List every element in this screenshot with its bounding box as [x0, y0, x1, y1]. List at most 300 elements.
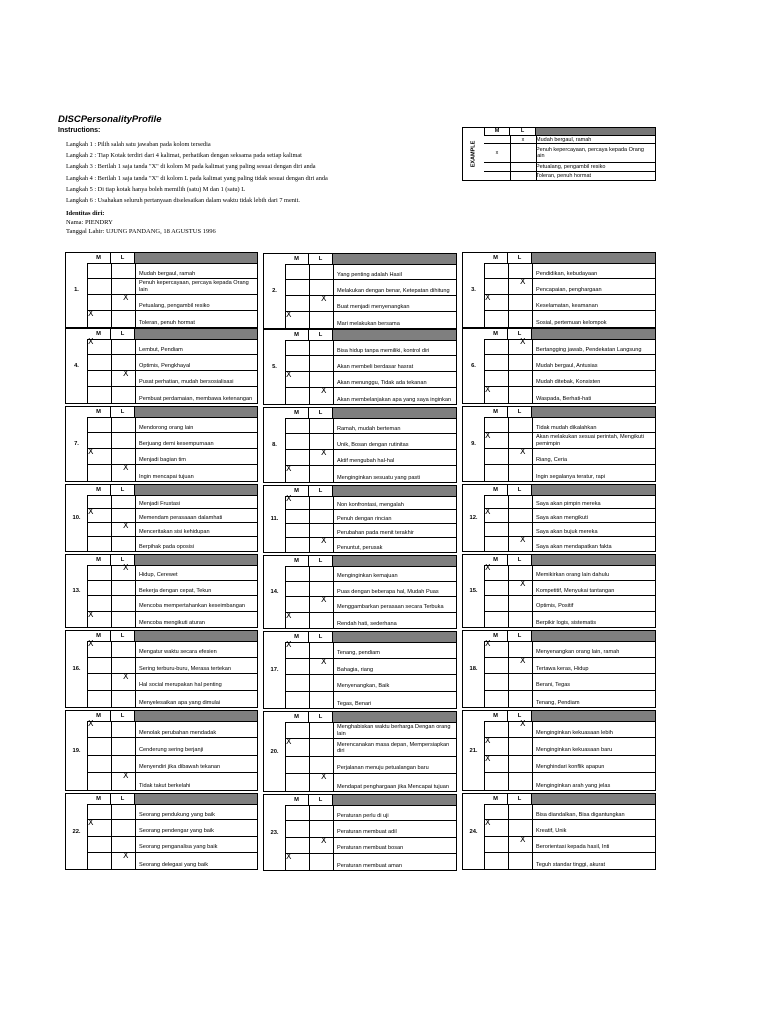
least-checkbox[interactable] [111, 641, 136, 657]
col-m-header: M [484, 329, 508, 339]
least-checkbox[interactable] [508, 596, 533, 611]
most-checkbox[interactable] [285, 356, 310, 371]
least-checkbox[interactable] [309, 356, 334, 371]
most-mark: X [286, 370, 292, 379]
most-checkbox[interactable] [87, 537, 112, 551]
least-checkbox[interactable] [508, 773, 533, 790]
col-m-header: M [484, 794, 508, 804]
most-checkbox[interactable] [87, 339, 112, 354]
least-checkbox[interactable] [508, 465, 533, 481]
answer-row [484, 433, 655, 449]
least-checkbox[interactable] [309, 835, 334, 853]
most-checkbox[interactable] [87, 596, 112, 611]
least-checkbox[interactable] [508, 295, 533, 310]
answer-row [484, 355, 655, 371]
most-checkbox[interactable] [87, 609, 112, 628]
answer-row [484, 674, 655, 691]
col-m-header: M [87, 794, 111, 804]
least-checkbox[interactable] [111, 355, 136, 370]
least-checkbox[interactable] [111, 417, 136, 432]
question-number: 22. [66, 794, 88, 869]
most-checkbox[interactable] [484, 820, 509, 835]
col-m-header: M [484, 711, 508, 721]
least-mark: X [123, 463, 129, 472]
least-checkbox[interactable] [508, 495, 533, 508]
least-checkbox[interactable] [111, 596, 136, 611]
question-number: 23. [264, 795, 286, 870]
most-checkbox[interactable] [87, 674, 112, 690]
least-checkbox[interactable] [508, 655, 533, 674]
most-checkbox[interactable] [285, 496, 310, 509]
most-checkbox[interactable] [87, 355, 112, 370]
most-checkbox[interactable] [285, 388, 310, 404]
most-mark: X [485, 736, 491, 746]
least-checkbox[interactable] [508, 756, 533, 772]
most-mark: X [286, 310, 292, 319]
col-l-header: L [508, 555, 532, 565]
example-m-cell[interactable] [484, 163, 511, 171]
least-checkbox[interactable] [508, 691, 533, 708]
answer-row [87, 449, 257, 465]
most-checkbox[interactable] [87, 756, 112, 772]
answer-text: Menyelesaikan apa yang dimulai [139, 699, 221, 706]
answer-row [87, 609, 257, 628]
most-checkbox[interactable] [87, 853, 112, 869]
most-checkbox[interactable] [285, 450, 310, 465]
col-l-header: L [309, 408, 333, 418]
answer-row [484, 537, 655, 551]
least-checkbox[interactable] [309, 418, 334, 433]
most-checkbox[interactable] [484, 523, 509, 536]
most-checkbox[interactable] [285, 340, 310, 355]
most-checkbox[interactable] [285, 582, 310, 597]
most-checkbox[interactable] [484, 339, 509, 354]
most-checkbox[interactable] [87, 773, 112, 790]
least-checkbox[interactable] [111, 804, 136, 819]
most-checkbox[interactable] [484, 581, 509, 596]
most-checkbox[interactable] [484, 417, 509, 432]
answer-row [484, 596, 655, 612]
least-checkbox[interactable] [508, 537, 533, 551]
answer-row [87, 433, 257, 449]
most-mark: X [286, 640, 292, 649]
most-checkbox[interactable] [484, 691, 509, 708]
least-checkbox[interactable] [309, 466, 334, 482]
example-label: EXAMPLE [470, 140, 477, 168]
least-checkbox[interactable] [309, 450, 334, 465]
least-checkbox[interactable] [111, 738, 136, 754]
most-checkbox[interactable] [484, 738, 509, 754]
least-checkbox[interactable] [508, 674, 533, 690]
most-checkbox[interactable] [87, 279, 112, 294]
answer-text: Buat menjadi menyenangkan [337, 303, 410, 310]
least-checkbox[interactable] [111, 387, 136, 403]
most-checkbox[interactable] [285, 739, 310, 755]
most-checkbox[interactable] [87, 449, 112, 464]
col-m-header: M [484, 555, 508, 565]
question-block [65, 630, 258, 708]
answer-row [484, 655, 655, 675]
least-checkbox[interactable] [309, 566, 334, 581]
question-block [263, 253, 457, 329]
most-checkbox[interactable] [87, 658, 112, 674]
least-checkbox[interactable] [309, 771, 334, 791]
least-checkbox[interactable] [309, 805, 334, 820]
most-checkbox[interactable] [484, 753, 509, 772]
most-checkbox[interactable] [285, 838, 310, 853]
most-checkbox[interactable] [484, 565, 509, 580]
most-checkbox[interactable] [484, 641, 509, 657]
least-checkbox[interactable] [309, 434, 334, 449]
least-checkbox[interactable] [111, 311, 136, 327]
answer-row [285, 566, 456, 582]
least-mark: X [123, 563, 129, 572]
col-l-header: L [111, 253, 135, 263]
most-checkbox[interactable] [87, 509, 112, 522]
answer-row [484, 721, 655, 738]
least-checkbox[interactable] [508, 612, 533, 628]
least-checkbox[interactable] [309, 656, 334, 675]
least-mark: X [520, 447, 526, 456]
least-checkbox[interactable] [111, 465, 136, 481]
answer-row [285, 642, 456, 659]
least-checkbox[interactable] [309, 280, 334, 295]
answer-row [87, 295, 257, 311]
least-checkbox[interactable] [309, 296, 334, 311]
example-row-text: Penuh kepercayaan, percaya kepada Orang lain [536, 147, 644, 159]
most-checkbox[interactable] [484, 263, 509, 278]
most-mark: X [286, 610, 292, 620]
least-checkbox[interactable] [309, 510, 334, 523]
answer-text: Berpihak pada oposisi [139, 543, 195, 550]
answer-row [87, 371, 257, 387]
most-mark: X [485, 385, 491, 394]
answer-text: Menghabiskan waktu berharga Dengan orang lain [337, 724, 451, 737]
most-checkbox[interactable] [484, 311, 509, 327]
most-checkbox[interactable] [484, 465, 509, 481]
question-number: 12. [463, 485, 485, 551]
least-checkbox[interactable] [309, 854, 334, 870]
col-m-header: M [87, 631, 111, 641]
most-checkbox[interactable] [285, 510, 310, 523]
example-m-cell[interactable]: x [484, 144, 511, 162]
most-checkbox[interactable] [285, 805, 310, 820]
most-checkbox[interactable] [484, 612, 509, 628]
question-block [263, 329, 457, 405]
answer-row [285, 388, 456, 404]
most-checkbox[interactable] [87, 641, 112, 657]
most-checkbox[interactable] [285, 296, 310, 311]
question-block [462, 554, 656, 628]
most-checkbox[interactable] [285, 774, 310, 791]
most-checkbox[interactable] [484, 433, 509, 448]
answer-text: Yang penting adalah Hasil [337, 271, 402, 278]
least-checkbox[interactable] [508, 311, 533, 327]
answer-text: Bekerja dengan cepat, Tekun [139, 587, 212, 594]
most-checkbox[interactable] [484, 773, 509, 790]
example-l-cell[interactable] [510, 144, 537, 162]
question-block [65, 793, 258, 870]
answer-row [87, 850, 257, 869]
example-row-text: Toleran, penuh hormat [536, 173, 592, 179]
answer-text: Ingin segalanya teratur, rapi [536, 473, 606, 480]
least-checkbox[interactable] [508, 578, 533, 596]
most-checkbox[interactable] [285, 597, 310, 612]
answer-text: Mudah bergaul, ramah [139, 270, 196, 277]
least-checkbox[interactable] [309, 692, 334, 709]
most-checkbox[interactable] [87, 581, 112, 596]
most-checkbox[interactable] [285, 851, 310, 870]
least-checkbox[interactable] [508, 433, 533, 448]
answer-row [87, 641, 257, 658]
answer-text: Menginginkan kekuasaan baru [536, 747, 613, 754]
most-checkbox[interactable] [484, 509, 509, 522]
least-checkbox[interactable] [309, 597, 334, 612]
most-checkbox[interactable] [285, 675, 310, 691]
most-checkbox[interactable] [87, 417, 112, 432]
least-checkbox[interactable] [508, 853, 533, 869]
most-checkbox[interactable] [87, 263, 112, 278]
answer-row [87, 339, 257, 355]
most-checkbox[interactable] [484, 674, 509, 690]
least-checkbox[interactable] [309, 642, 334, 658]
answer-row [484, 578, 655, 597]
least-checkbox[interactable] [309, 340, 334, 355]
least-checkbox[interactable] [111, 820, 136, 835]
col-m-header: M [87, 407, 111, 417]
answer-row [484, 371, 655, 387]
example-l-cell[interactable] [510, 172, 537, 180]
col-m-header: M [484, 485, 508, 495]
answer-text: Berani, Tegas [536, 682, 571, 689]
most-checkbox[interactable] [285, 722, 310, 738]
question-block [263, 485, 457, 553]
answer-text: Bisa diandalkan, Bisa digantungkan [536, 811, 625, 818]
most-checkbox[interactable] [87, 465, 112, 481]
least-checkbox[interactable] [111, 691, 136, 708]
most-checkbox[interactable] [484, 387, 509, 403]
least-checkbox[interactable] [111, 658, 136, 674]
example-l-cell[interactable] [510, 163, 537, 171]
least-checkbox[interactable] [309, 821, 334, 836]
least-checkbox[interactable] [309, 582, 334, 597]
most-checkbox[interactable] [285, 434, 310, 449]
least-checkbox[interactable] [309, 538, 334, 552]
answer-text: Menyendiri jika dibawah tekanan [139, 764, 221, 771]
answer-text: Seorang delegasi yang baik [139, 861, 209, 868]
least-mark: X [123, 521, 129, 530]
least-checkbox[interactable] [508, 565, 533, 580]
most-checkbox[interactable] [87, 820, 112, 835]
least-checkbox[interactable] [508, 339, 533, 354]
most-checkbox[interactable] [484, 837, 509, 852]
least-checkbox[interactable] [508, 834, 533, 852]
most-checkbox[interactable] [87, 433, 112, 448]
most-checkbox[interactable] [285, 280, 310, 295]
answer-text: Tenang, pendiam [337, 650, 380, 657]
least-checkbox[interactable] [111, 565, 136, 580]
most-mark: X [88, 719, 94, 728]
answer-row [484, 387, 655, 403]
least-checkbox[interactable] [309, 312, 334, 328]
question-block [462, 406, 656, 482]
col-l-header: L [508, 485, 532, 495]
least-checkbox[interactable] [111, 279, 136, 294]
most-checkbox[interactable] [285, 264, 310, 279]
least-checkbox[interactable] [111, 295, 136, 310]
example-row [484, 135, 655, 143]
least-checkbox[interactable] [111, 433, 136, 448]
least-checkbox[interactable] [309, 388, 334, 404]
most-checkbox[interactable] [87, 837, 112, 852]
least-checkbox[interactable] [508, 279, 533, 294]
answer-row [87, 311, 257, 327]
least-checkbox[interactable] [111, 523, 136, 536]
most-checkbox[interactable] [484, 804, 509, 819]
most-checkbox[interactable] [484, 279, 509, 294]
most-checkbox[interactable] [484, 295, 509, 310]
most-checkbox[interactable] [87, 804, 112, 819]
least-checkbox[interactable] [508, 387, 533, 403]
most-checkbox[interactable] [87, 387, 112, 403]
least-checkbox[interactable] [309, 757, 334, 773]
col-m-header: M [87, 253, 111, 263]
least-checkbox[interactable] [111, 612, 136, 628]
most-checkbox[interactable] [87, 523, 112, 536]
most-checkbox[interactable] [285, 372, 310, 387]
answer-row [484, 509, 655, 523]
least-checkbox[interactable] [111, 756, 136, 772]
most-checkbox[interactable] [285, 566, 310, 581]
example-row-text: Petualang, pengambil resiko [536, 164, 606, 170]
least-checkbox[interactable] [508, 417, 533, 432]
answer-text: Keselamatan, keamanan [536, 302, 598, 309]
least-checkbox[interactable] [508, 804, 533, 819]
least-mark: X [123, 850, 129, 860]
most-checkbox[interactable] [87, 721, 112, 737]
least-checkbox[interactable] [508, 721, 533, 737]
most-checkbox[interactable] [87, 311, 112, 327]
instruction-steps [66, 139, 328, 206]
most-checkbox[interactable] [285, 524, 310, 537]
most-checkbox[interactable] [285, 538, 310, 552]
example-m-cell[interactable] [484, 172, 511, 180]
answer-text: Saya akan bujuk mereka [536, 528, 598, 535]
col-l-header: L [111, 329, 135, 339]
col-l-header: L [508, 329, 532, 339]
least-checkbox[interactable] [309, 372, 334, 387]
most-checkbox[interactable] [87, 565, 112, 580]
question-block [65, 710, 258, 791]
least-mark: X [520, 535, 526, 544]
most-checkbox[interactable] [87, 738, 112, 754]
most-checkbox[interactable] [87, 295, 112, 310]
answer-text: Menjadi bagian tim [139, 456, 186, 463]
most-checkbox[interactable] [285, 692, 310, 709]
least-checkbox[interactable] [508, 371, 533, 386]
least-checkbox[interactable] [309, 675, 334, 691]
example-m-cell[interactable] [484, 136, 511, 143]
least-checkbox[interactable] [309, 722, 334, 738]
most-checkbox[interactable] [484, 853, 509, 869]
answer-row [285, 771, 456, 791]
most-mark: X [485, 431, 491, 440]
least-checkbox[interactable] [111, 850, 136, 869]
most-checkbox[interactable] [484, 537, 509, 551]
least-checkbox[interactable] [111, 581, 136, 596]
least-checkbox[interactable] [508, 641, 533, 657]
question-block [462, 630, 656, 708]
question-number: 13. [66, 555, 88, 627]
most-mark: X [485, 818, 491, 828]
least-checkbox[interactable] [508, 263, 533, 278]
most-checkbox[interactable] [87, 691, 112, 708]
least-checkbox[interactable] [111, 770, 136, 790]
answer-text: Rendah hati, sederhana [337, 620, 397, 627]
least-checkbox[interactable] [309, 739, 334, 755]
least-checkbox[interactable] [111, 339, 136, 354]
least-checkbox[interactable] [508, 449, 533, 464]
answer-row [87, 537, 257, 551]
least-checkbox[interactable] [111, 495, 136, 508]
most-checkbox[interactable] [285, 466, 310, 482]
least-mark: X [520, 277, 526, 286]
answer-row [87, 658, 257, 675]
example-l-cell[interactable]: x [510, 136, 537, 143]
most-checkbox[interactable] [484, 449, 509, 464]
col-m-header: M [484, 407, 508, 417]
least-checkbox[interactable] [309, 613, 334, 629]
most-checkbox[interactable] [285, 610, 310, 629]
most-checkbox[interactable] [484, 658, 509, 674]
most-checkbox[interactable] [484, 721, 509, 737]
least-checkbox[interactable] [111, 837, 136, 852]
most-checkbox[interactable] [484, 371, 509, 386]
most-checkbox[interactable] [484, 596, 509, 611]
most-checkbox[interactable] [285, 821, 310, 836]
least-checkbox[interactable] [111, 537, 136, 551]
least-checkbox[interactable] [111, 449, 136, 464]
least-checkbox[interactable] [111, 721, 136, 737]
answer-text: Tidak mudah dikalahkan [536, 424, 597, 431]
least-checkbox[interactable] [508, 509, 533, 522]
least-checkbox[interactable] [508, 820, 533, 835]
answer-row [87, 837, 257, 853]
most-checkbox[interactable] [285, 642, 310, 658]
most-checkbox[interactable] [484, 355, 509, 370]
example-row [484, 162, 655, 171]
least-checkbox[interactable] [309, 496, 334, 509]
answer-row [484, 738, 655, 755]
least-checkbox[interactable] [508, 738, 533, 754]
answer-row [87, 465, 257, 481]
col-l-header: L [111, 631, 135, 641]
most-checkbox[interactable] [285, 659, 310, 675]
least-checkbox[interactable] [111, 674, 136, 690]
least-checkbox[interactable] [309, 264, 334, 279]
answer-text: Mudah bergaul, Antusias [536, 362, 598, 369]
most-checkbox[interactable] [285, 757, 310, 773]
example-col-m: M [484, 128, 510, 135]
most-checkbox[interactable] [87, 371, 112, 386]
answer-row [285, 805, 456, 821]
least-checkbox[interactable] [508, 355, 533, 370]
most-checkbox[interactable] [285, 312, 310, 328]
least-checkbox[interactable] [111, 371, 136, 386]
least-checkbox[interactable] [111, 263, 136, 278]
most-checkbox[interactable] [285, 418, 310, 433]
example-header [484, 128, 655, 135]
